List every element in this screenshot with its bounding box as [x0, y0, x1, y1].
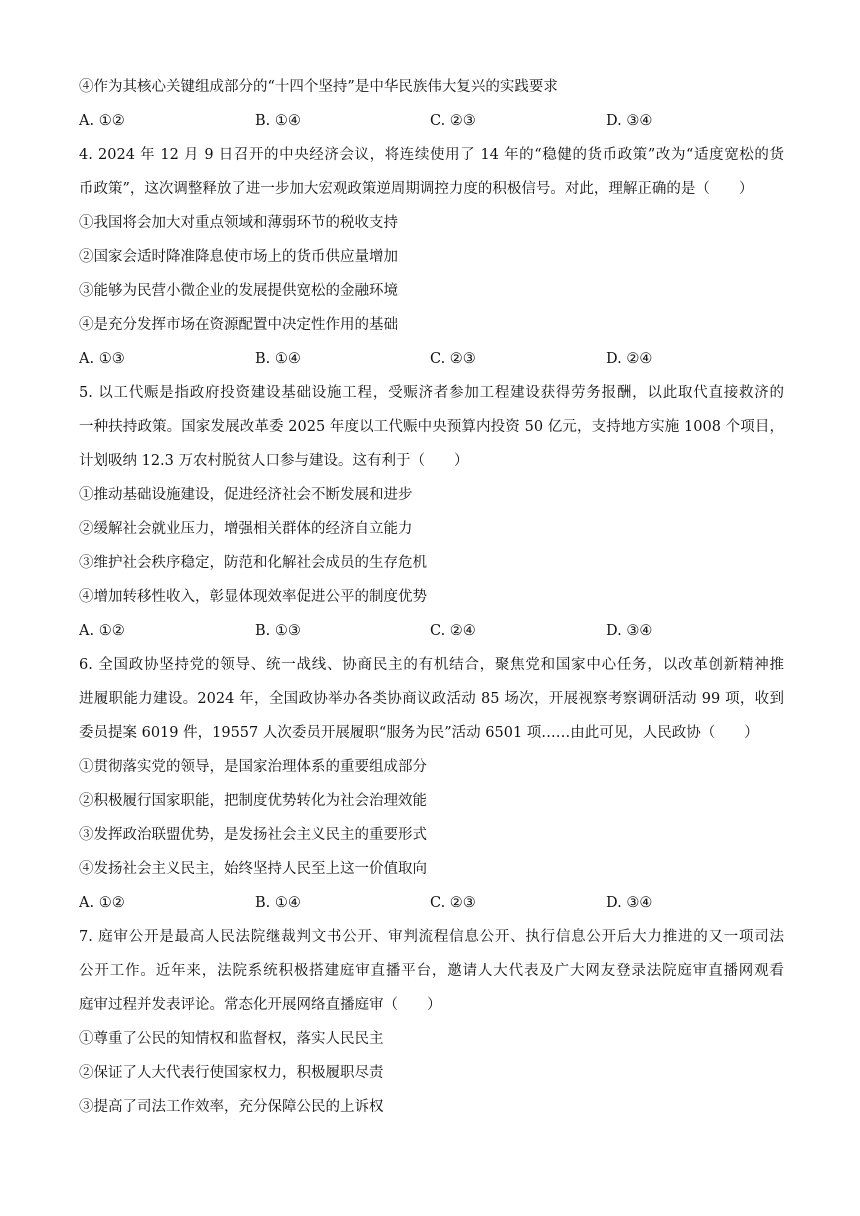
statement-2: ②国家会适时降准降息使市场上的货币供应量增加 — [79, 249, 398, 265]
statement-4: ④是充分发挥市场在资源配置中决定性作用的基础 — [79, 317, 398, 333]
option-b: B. ①④ — [255, 895, 301, 911]
option-a: A. ①② — [79, 895, 125, 911]
statement-4: ④发扬社会主义民主，始终坚持人民至上这一价值取向 — [79, 861, 427, 877]
statement-3: ③维护社会秩序稳定，防范和化解社会成员的生存危机 — [79, 555, 427, 571]
statement-2: ②保证了人大代表行使国家权力，积极履职尽责 — [79, 1065, 384, 1081]
statement-1: ①我国将会加大对重点领域和薄弱环节的税收支持 — [79, 215, 398, 231]
option-b: B. ①④ — [255, 351, 301, 367]
question-stem-line: 委员提案 6019 件，19557 人次委员开展履职“服务为民”活动 6501 项……由此可见，人民政协（ ） — [79, 725, 759, 741]
option-d: D. ③④ — [606, 623, 653, 639]
question-stem-line: 计划吸纳 12.3 万农村脱贫人口参与建设。这有利于（ ） — [79, 453, 469, 469]
question-4 — [79, 138, 784, 376]
statement-1: ①推动基础设施建设，促进经济社会不断发展和进步 — [79, 487, 413, 503]
question-stem-line: 6. 全国政协坚持党的领导、统一战线、协商民主的有机结合，聚焦党和国家中心任务，以改革创新精神推 — [79, 657, 784, 673]
statement-2: ②积极履行国家职能，把制度优势转化为社会治理效能 — [79, 793, 427, 809]
question-5 — [79, 376, 784, 648]
option-a: A. ①② — [79, 623, 125, 639]
statement-3: ③发挥政治联盟优势，是发扬社会主义民主的重要形式 — [79, 827, 427, 843]
question-stem-line: 一种扶持政策。国家发展改革委 2025 年度以工代赈中央预算内投资 50 亿元，支持地方实施 1008 个项目， — [79, 419, 784, 435]
statement-4: ④增加转移性收入，彰显体现效率促进公平的制度优势 — [79, 589, 427, 605]
option-d: D. ②④ — [606, 351, 653, 367]
option-b: B. ①④ — [255, 113, 301, 129]
question-stem-line: 4. 2024 年 12 月 9 日召开的中央经济会议，将连续使用了 14 年的“稳健的货币政策”改为“适度宽松的货 — [79, 147, 784, 163]
statement-1: ①尊重了公民的知情权和监督权，落实人民民主 — [79, 1031, 384, 1047]
statement-3: ③能够为民营小微企业的发展提供宽松的金融环境 — [79, 283, 398, 299]
statement-2: ②缓解社会就业压力，增强相关群体的经济自立能力 — [79, 521, 413, 537]
option-c: C. ②③ — [430, 113, 476, 129]
statement-3: ③提高了司法工作效率，充分保障公民的上诉权 — [79, 1099, 384, 1115]
option-d: D. ③④ — [606, 895, 653, 911]
options-row — [79, 614, 784, 648]
question-stem-line: 7. 庭审公开是最高人民法院继裁判文书公开、审判流程信息公开、执行信息公开后大力推进的又一项司法 — [79, 929, 784, 945]
option-c: C. ②④ — [430, 623, 476, 639]
question-6 — [79, 648, 784, 920]
option-c: C. ②③ — [430, 351, 476, 367]
options-row — [79, 886, 784, 920]
options-row — [79, 342, 784, 376]
question-stem-line: 庭审过程并发表评论。常态化开展网络直播庭审（ ） — [79, 997, 442, 1013]
question-stem-line: 进履职能力建设。2024 年，全国政协举办各类协商议政活动 85 场次，开展视察考察调研活动 99 项，收到 — [79, 691, 784, 707]
statement-4-prev: ④作为其核心关键组成部分的“十四个坚持”是中华民族伟大复兴的实践要求 — [79, 79, 558, 95]
option-c: C. ②③ — [430, 895, 476, 911]
question-stem-line: 5. 以工代赈是指政府投资建设基础设施工程，受赈济者参加工程建设获得劳务报酬，以此取代直接救济的 — [79, 385, 784, 401]
exam-page — [79, 70, 784, 1124]
option-b: B. ①③ — [255, 623, 301, 639]
question-7 — [79, 920, 784, 1124]
question-stem-line: 币政策”，这次调整释放了进一步加大宏观政策逆周期调控力度的积极信号。对此，理解正确的是（ ） — [79, 181, 754, 197]
option-d: D. ③④ — [606, 113, 653, 129]
options-row-prev — [79, 104, 784, 138]
question-stem-line: 公开工作。近年来，法院系统积极搭建庭审直播平台，邀请人大代表及广大网友登录法院庭审直播网观看 — [79, 963, 784, 979]
statement-1: ①贯彻落实党的领导，是国家治理体系的重要组成部分 — [79, 759, 427, 775]
option-a: A. ①② — [79, 113, 125, 129]
option-a: A. ①③ — [79, 351, 125, 367]
